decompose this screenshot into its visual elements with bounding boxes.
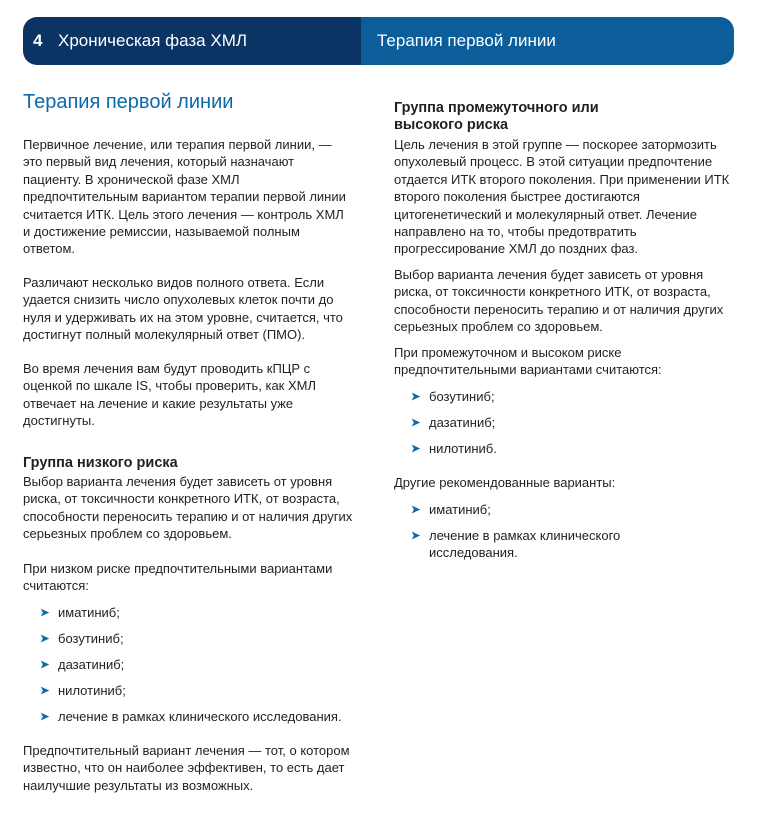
list-item: ➤ бозутиниб;: [40, 631, 124, 646]
chevron-right-icon: ➤: [411, 504, 421, 516]
chevron-right-icon: ➤: [411, 391, 421, 403]
list-item: ➤ иматиниб;: [411, 502, 491, 517]
section-name: Терапия первой линии: [377, 31, 556, 50]
list-item: ➤ лечение в рамках клинического исследования.: [411, 528, 621, 560]
paragraph-intermediate-goal: Цель лечения в этой группе — поскорее затормозить опухолевый процесс. В этой ситуации предпочтение отдается ИТК второго поколения. При применении ИТК второго поколения быстрее достигаются цитогенетический и молекулярный ответ. Лечение направлено на то, чтобы предотвратить прогрессирование ХМЛ до поздних фаз.: [394, 137, 730, 257]
page-title: Терапия первой линии: [23, 91, 234, 113]
chevron-right-icon: ➤: [411, 530, 421, 542]
chevron-right-icon: ➤: [40, 711, 50, 723]
header-chapter-block: [23, 17, 361, 65]
list-item: ➤ дазатиниб;: [411, 415, 496, 430]
paragraph-complete-response: Различают несколько видов полного ответа. Если удается снизить число опухолевых клеток почти до нуля и удерживать их на этом уровне, считается, что достигнут полный молекулярный ответ (ПМО).: [23, 275, 343, 343]
chapter-number: 4: [33, 31, 43, 50]
chapter-title: Хроническая фаза ХМЛ: [58, 31, 248, 50]
paragraph-other-options: Другие рекомендованные варианты:: [394, 475, 616, 490]
heading-intermediate-high-risk: Группа промежуточного или высокого риска: [394, 100, 599, 133]
header-section-block: [361, 17, 734, 65]
list-item: ➤ нилотиниб.: [411, 441, 497, 456]
chevron-right-icon: ➤: [40, 607, 50, 619]
page-header: [23, 17, 734, 65]
paragraph-low-risk-preferred: При низком риске предпочтительными вариантами считаются:: [23, 561, 333, 594]
chevron-right-icon: ➤: [40, 659, 50, 671]
list-item: ➤ иматиниб;: [40, 605, 120, 620]
paragraph-low-risk-choice: Выбор варианта лечения будет зависеть от уровня риска, от токсичности конкретного ИТК, от возраста, способности переносить терапию и от наличия других серьезных проблем со здоровьем.: [23, 474, 353, 542]
chevron-right-icon: ➤: [40, 685, 50, 697]
heading-low-risk: Группа низкого риска: [23, 455, 178, 471]
list-item: ➤ дазатиниб;: [40, 657, 125, 672]
paragraph-monitoring: Во время лечения вам будут проводить кПЦР с оценкой по шкале IS, чтобы проверить, как ХМЛ отвечает на лечение и какие результаты уже достигнуты.: [23, 361, 317, 429]
paragraph-intermediate-choice: Выбор варианта лечения будет зависеть от уровня риска, от токсичности конкретного ИТК, от возраста, способности переносить терапию и от наличия других серьезных проблем со здоровьем.: [394, 267, 724, 335]
list-item: ➤ нилотиниб;: [40, 683, 126, 698]
list-item: ➤ лечение в рамках клинического исследования.: [40, 709, 342, 724]
paragraph-intermediate-preferred: При промежуточном и высоком риске предпочтительными вариантами считаются:: [394, 345, 662, 378]
chevron-right-icon: ➤: [40, 633, 50, 645]
chevron-right-icon: ➤: [411, 417, 421, 429]
chevron-right-icon: ➤: [411, 443, 421, 455]
list-item: ➤ бозутиниб;: [411, 389, 495, 404]
paragraph-preferred-definition: Предпочтительный вариант лечения — тот, о котором известно, что он наиболее эффективен, то есть дает наилучшие результаты из возможных.: [23, 743, 350, 793]
paragraph-first-line-therapy: Первичное лечение, или терапия первой линии, — это первый вид лечения, который назначают пациенту. В хронической фазе ХМЛ предпочтительным вариантом терапии первой линии считается ИТК. Цель этого лечения — контроль ХМЛ и достижение ремиссии, называемой полным ответом.: [23, 137, 346, 257]
